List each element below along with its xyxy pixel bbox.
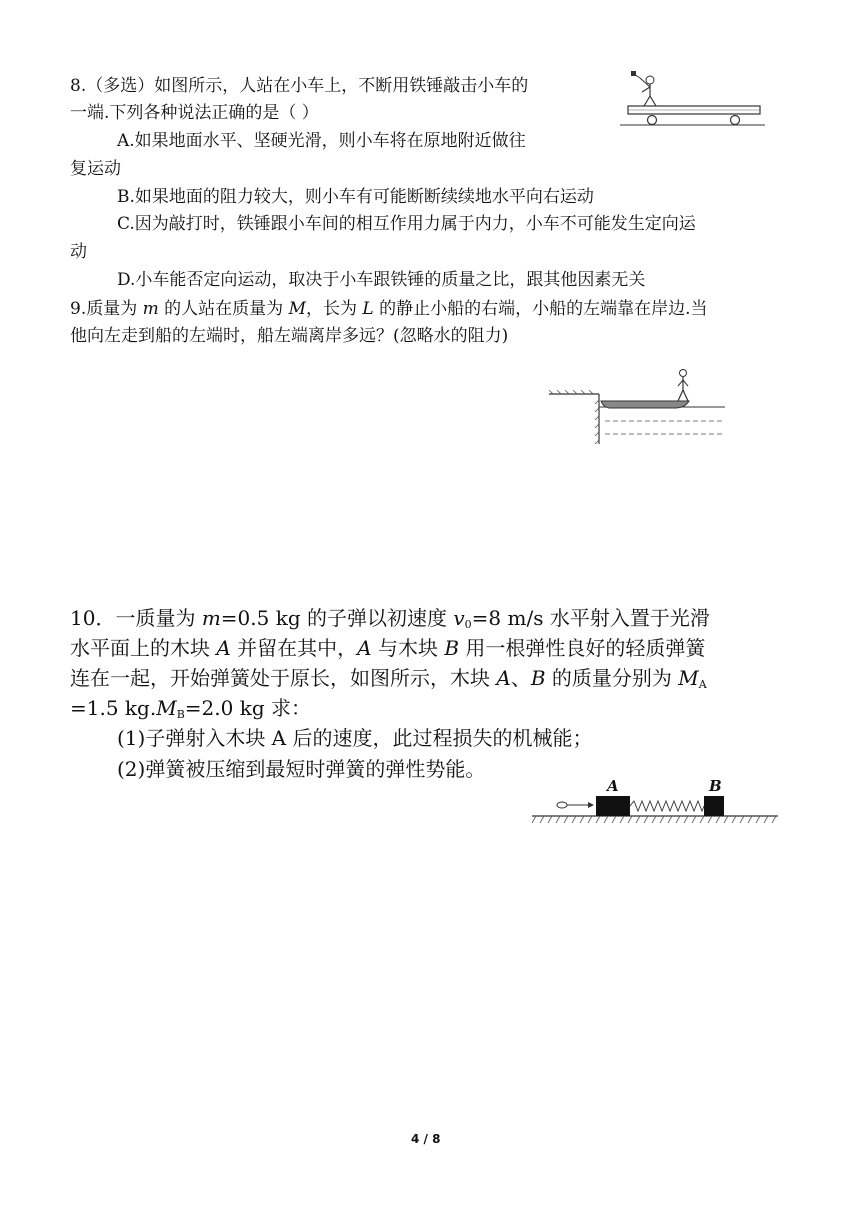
boat-shore-figure bbox=[545, 364, 730, 446]
q10-line2: 水平面上的木块 A 并留在其中，A 与木块 B 用一根弹性良好的轻质弹簧 bbox=[70, 636, 706, 660]
q9-line1: 9.质量为 m 的人站在质量为 M，长为 L 的静止小船的右端，小船的左端靠在岸边.当 bbox=[70, 299, 708, 319]
bullet-spring-blocks-figure bbox=[530, 776, 780, 828]
q8-option-c-line1: C.因为敲打时，铁锤跟小车间的相互作用力属于内力，小车不可能发生定向运 bbox=[117, 214, 696, 234]
block-b-label: B bbox=[709, 777, 722, 795]
q10-subquestion-2: (2)弹簧被压缩到最短时弹簧的弹性势能。 bbox=[117, 757, 486, 781]
q10-line4: =1.5 $kg.M_B=2.0$ kg 求： bbox=[70, 696, 311, 721]
page-number: 4 / 8 bbox=[411, 1132, 441, 1146]
q8-option-d: D.小车能否定向运动，取决于小车跟铁锤的质量之比，跟其他因素无关 bbox=[117, 270, 646, 290]
q8-line2: 一端.下列各种说法正确的是（ ） bbox=[70, 103, 319, 123]
cart-hammer-figure bbox=[620, 70, 770, 132]
q9-line2: 他向左走到船的左端时，船左端离岸多远？(忽略水的阻力) bbox=[70, 326, 509, 346]
q10-line3: 连在一起，开始弹簧处于原长，如图所示，木块 A、B 的质量分别为 $M_A$ bbox=[70, 666, 707, 691]
q8-option-a-line1: A.如果地面水平、坚硬光滑，则小车将在原地附近做往 bbox=[117, 131, 526, 151]
q8-option-c-line2: 动 bbox=[70, 242, 87, 262]
q8-option-a-line2: 复运动 bbox=[70, 159, 121, 179]
q10-subquestion-1: (1)子弹射入木块 A 后的速度，此过程损失的机械能； bbox=[117, 726, 593, 750]
q8-option-b: B.如果地面的阻力较大，则小车有可能断断续续地水平向右运动 bbox=[117, 187, 594, 207]
block-a-label: A bbox=[607, 777, 619, 795]
q10-line1: 10．一质量为 m=0.5 kg 的子弹以初速度 $v_0=8$ m/s 水平射入置于光滑 bbox=[70, 606, 710, 631]
q8-line1: 8.（多选）如图所示，人站在小车上，不断用铁锤敲击小车的 bbox=[70, 76, 529, 96]
